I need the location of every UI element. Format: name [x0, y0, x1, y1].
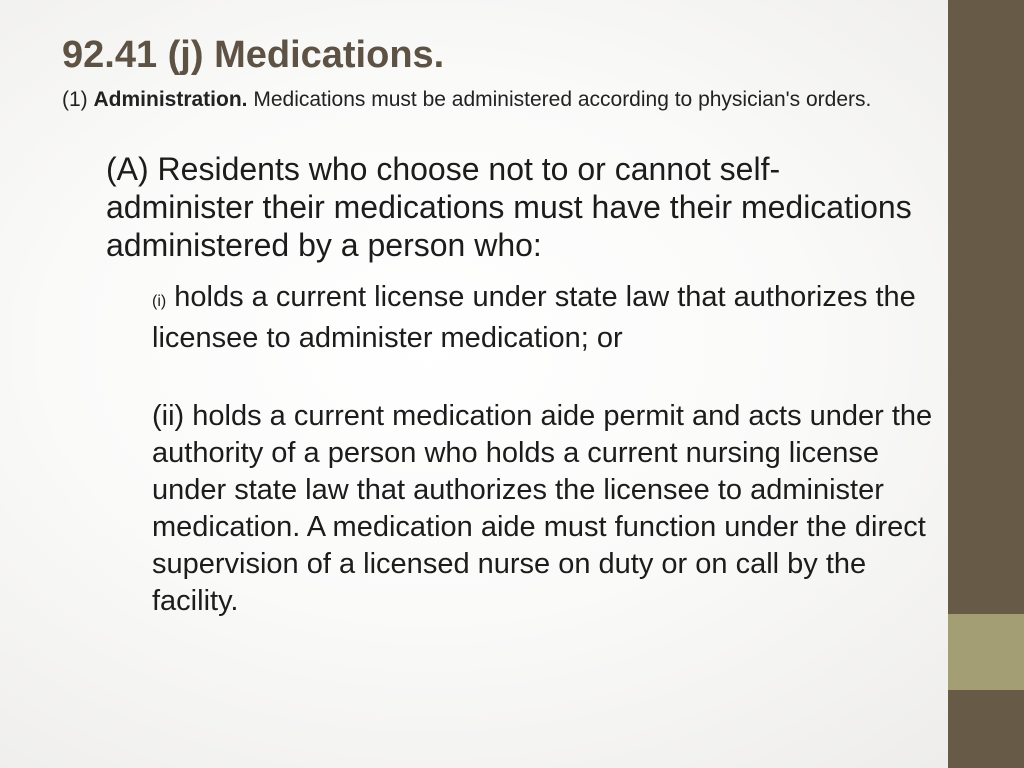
item-ii-text: (ii) holds a current medication aide permit and acts under the authority of a person who holds a current nursing license under state law that authorizes the licensee to administer medication. A medication aide must function under the direct supervision of a licensed nurse on duty or on call by the facility.: [152, 400, 933, 617]
sidebar-decoration: [948, 0, 1024, 768]
item-a-text: (A) Residents who choose not to or cannot self-administer their medications must have their medications administered by a person who:: [106, 151, 912, 263]
item-i: [152, 279, 942, 357]
item-i-text: holds a current license under state law that authorizes the licensee to administer medication; or: [152, 281, 916, 354]
section-administration: [62, 86, 902, 113]
sidebar-accent-block: [948, 614, 1024, 690]
section-number: (1): [62, 88, 94, 111]
item-i-marker: (i): [152, 293, 167, 310]
section-text: Medications must be administered according to physician's orders.: [247, 88, 872, 111]
slide-title: 92.41 (j) Medications.: [62, 34, 445, 76]
section-label: Administration.: [93, 88, 248, 111]
